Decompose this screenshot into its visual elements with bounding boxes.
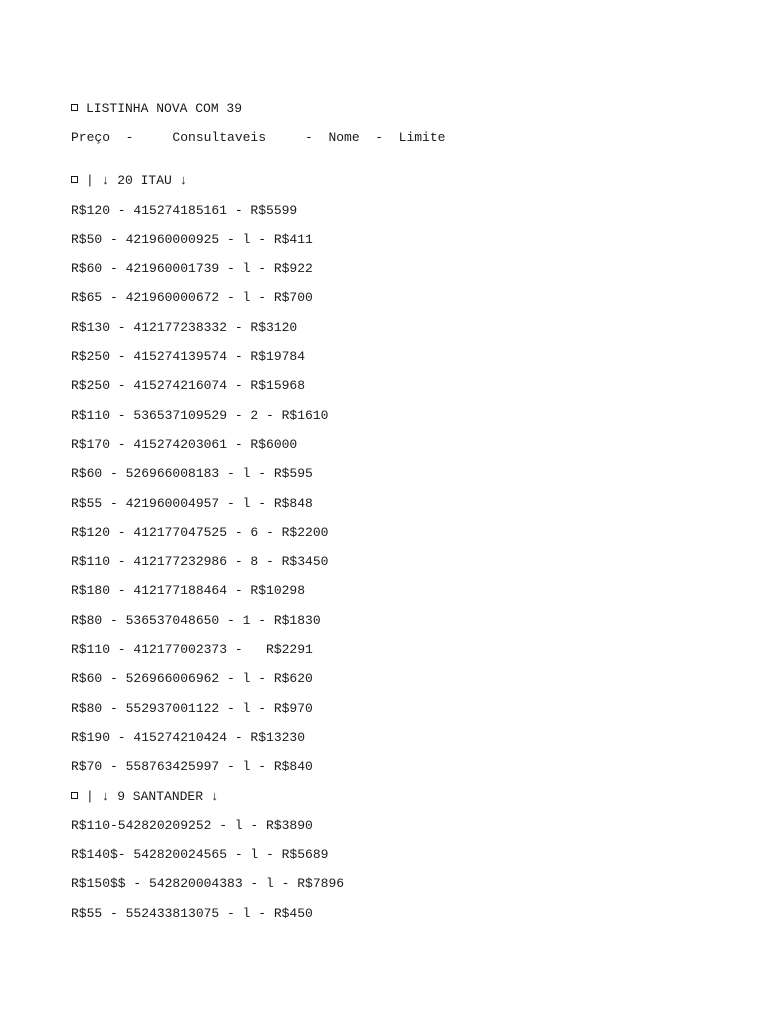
section-heading-label: | ↓ 20 ITAU ↓ — [86, 173, 188, 189]
list-item: R$170 - 415274203061 - R$6000 — [71, 436, 298, 452]
list-item: R$70 - 558763425997 - l - R$840 — [71, 759, 313, 775]
section-heading-label: | ↓ 9 SANTANDER ↓ — [86, 788, 219, 804]
list-item: R$120 - 412177047525 - 6 - R$2200 — [71, 524, 329, 540]
section-heading-itau — [71, 171, 748, 190]
list-item: R$60 - 421960001739 - l - R$922 — [71, 261, 313, 277]
list-item: R$130 - 412177238332 - R$3120 — [71, 319, 298, 335]
list-item: R$250 - 415274216074 - R$15968 — [71, 378, 306, 394]
list-item: R$55 - 421960004957 - l - R$848 — [71, 495, 313, 511]
document-page — [71, 99, 748, 933]
box-bullet-icon — [71, 176, 78, 183]
list-item: R$150$$ - 542820004383 - l - R$7896 — [71, 876, 345, 892]
columns-header: Preço - Consultaveis - Nome - Limite — [71, 130, 446, 146]
list-item: R$60 - 526966006962 - l - R$620 — [71, 671, 313, 687]
list-item: R$80 - 536537048650 - 1 - R$1830 — [71, 612, 321, 628]
list-item: R$65 - 421960000672 - l - R$700 — [71, 290, 313, 306]
list-item: R$60 - 526966008183 - l - R$595 — [71, 466, 313, 482]
list-item: R$120 - 415274185161 - R$5599 — [71, 202, 298, 218]
list-item: R$110 - 412177002373 - R$2291 — [71, 642, 313, 658]
list-item: R$190 - 415274210424 - R$13230 — [71, 729, 306, 745]
list-item: R$110 - 412177232986 - 8 - R$3450 — [71, 554, 329, 570]
list-item: R$140$- 542820024565 - l - R$5689 — [71, 847, 329, 863]
list-item: R$250 - 415274139574 - R$19784 — [71, 349, 306, 365]
section-heading-santander — [71, 787, 748, 806]
box-bullet-icon — [71, 104, 78, 111]
list-item: R$80 - 552937001122 - l - R$970 — [71, 700, 313, 716]
list-item: R$50 - 421960000925 - l - R$411 — [71, 231, 313, 247]
list-item: R$110 - 536537109529 - 2 - R$1610 — [71, 407, 329, 423]
box-bullet-icon — [71, 792, 78, 799]
document-title-line — [71, 99, 748, 118]
document-title: LISTINHA NOVA COM 39 — [86, 101, 243, 116]
list-item: R$110-542820209252 - l - R$3890 — [71, 817, 313, 833]
list-item: R$55 - 552433813075 - l - R$450 — [71, 905, 313, 921]
list-item: R$180 - 412177188464 - R$10298 — [71, 583, 306, 599]
